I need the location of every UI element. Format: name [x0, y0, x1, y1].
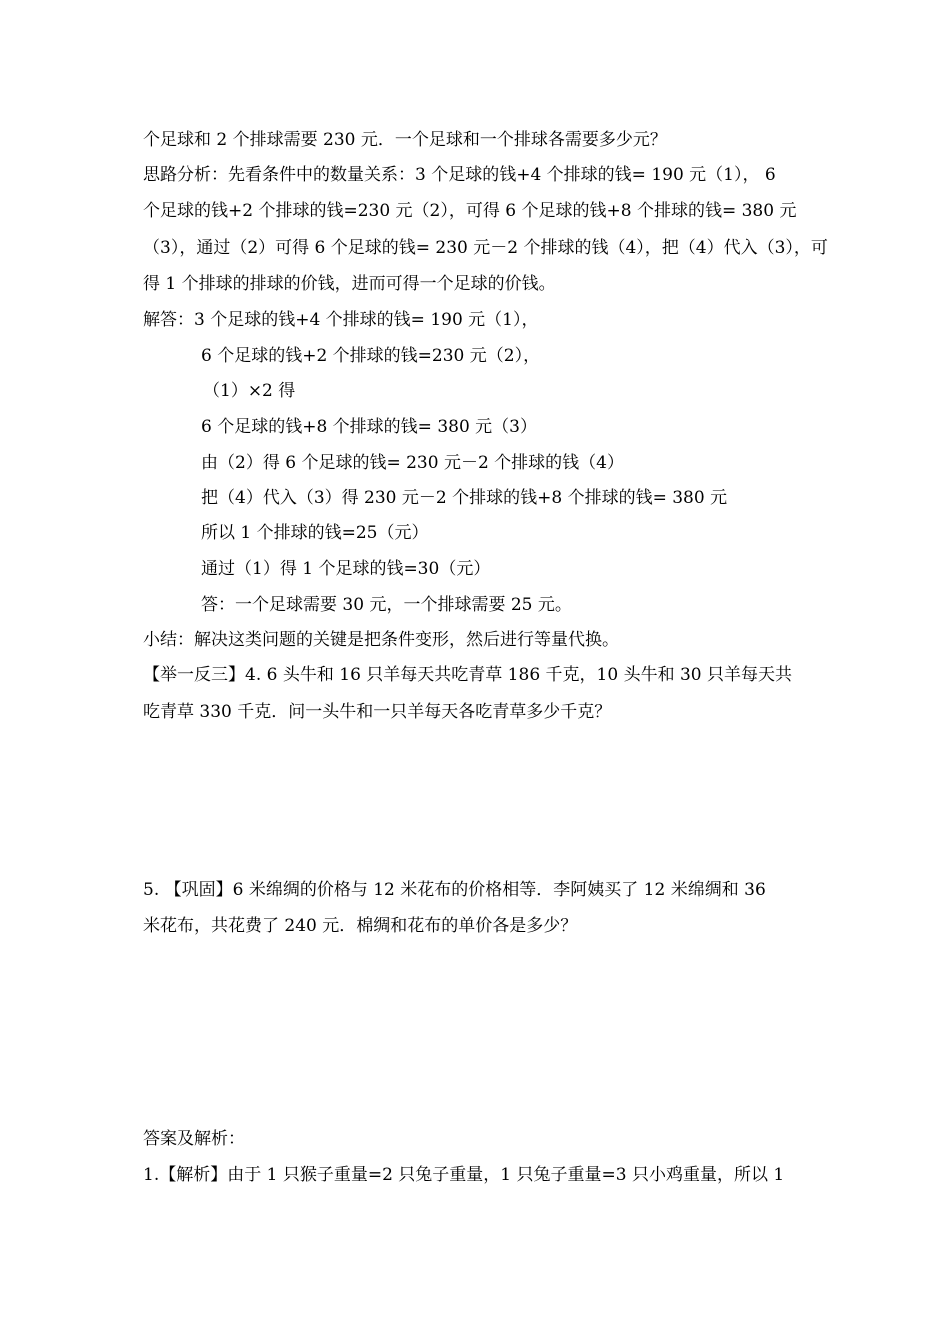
solution-line: 解答：3 个足球的钱+4 个排球的钱= 190 元（1）， — [143, 310, 539, 330]
solution-line: 6 个足球的钱+2 个排球的钱=230 元（2）， — [201, 346, 541, 366]
exercise-4-line: 吃青草 330 千克．问一头牛和一只羊每天各吃青草多少千克？ — [143, 702, 612, 722]
answers-heading: 答案及解析： — [143, 1129, 245, 1149]
summary-line: 小结：解决这类问题的关键是把条件变形，然后进行等量代换。 — [143, 630, 619, 650]
solution-line: （1）×2 得 — [203, 381, 296, 401]
exercise-4-line: 【举一反三】4. 6 头牛和 16 只羊每天共吃青草 186 千克，10 头牛和 30 只羊每天共 — [143, 665, 793, 685]
solution-line: 通过（1）得 1 个足球的钱=30（元） — [201, 559, 491, 579]
analysis-line: （3），通过（2）可得 6 个足球的钱= 230 元－2 个排球的钱（4），把（4）代入（3），可 — [143, 238, 828, 258]
analysis-line: 得 1 个排球的排球的价钱，进而可得一个足球的价钱。 — [143, 274, 556, 294]
analysis-line: 思路分析：先看条件中的数量关系：3 个足球的钱+4 个排球的钱= 190 元（1）， 6 — [143, 165, 776, 185]
solution-line: 6 个足球的钱+8 个排球的钱= 380 元（3） — [201, 417, 537, 437]
exercise-5-line: 米花布，共花费了 240 元．棉绸和花布的单价各是多少？ — [143, 916, 578, 936]
solution-line: 把（4）代入（3）得 230 元－2 个排球的钱+8 个排球的钱= 380 元 — [201, 488, 728, 508]
answer-1-line: 1.【解析】由于 1 只猴子重量=2 只兔子重量，1 只兔子重量=3 只小鸡重量，所以 1 — [143, 1165, 785, 1185]
solution-line: 由（2）得 6 个足球的钱= 230 元－2 个排球的钱（4） — [201, 453, 624, 473]
exercise-5-line: 5. 【巩固】6 米绵绸的价格与 12 米花布的价格相等．李阿姨买了 12 米绵绸和 36 — [143, 880, 766, 900]
analysis-line: 个足球的钱+2 个排球的钱=230 元（2），可得 6 个足球的钱+8 个排球的钱= 380 元 — [143, 201, 797, 221]
problem-text-line: 个足球和 2 个排球需要 230 元．一个足球和一个排球各需要多少元？ — [143, 130, 667, 150]
answer-line: 答：一个足球需要 30 元，一个排球需要 25 元。 — [201, 595, 572, 615]
solution-line: 所以 1 个排球的钱=25（元） — [201, 523, 429, 543]
